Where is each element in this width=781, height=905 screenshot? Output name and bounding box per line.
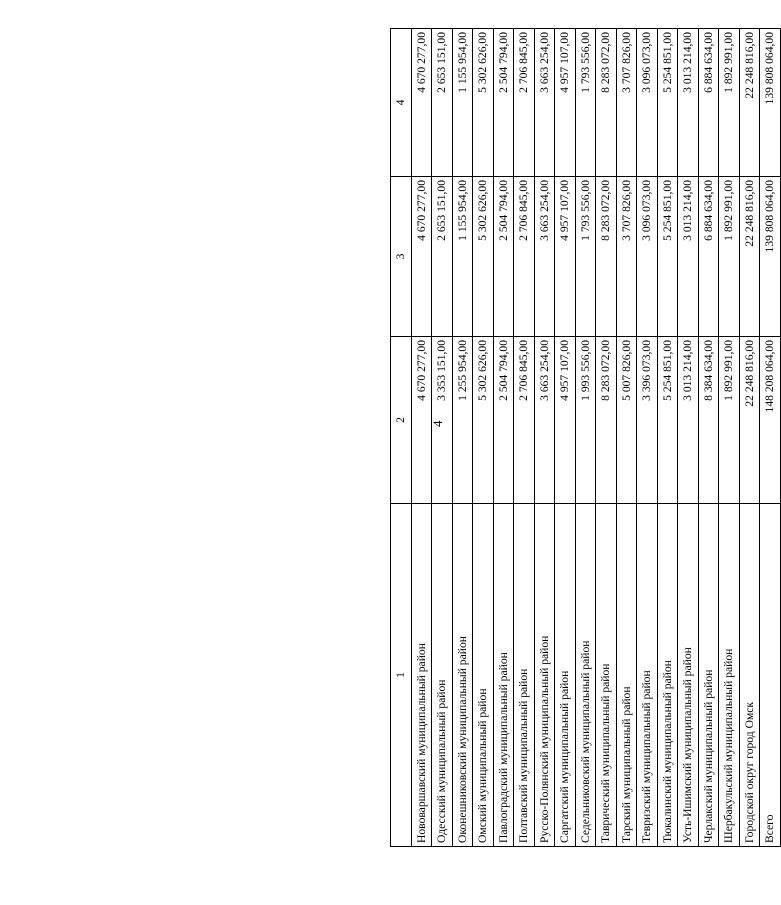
amount-cell: 3 096 073,00 <box>637 29 658 177</box>
amount-cell: 2 706 845,00 <box>514 177 535 337</box>
amount-cell: 3 096 073,00 <box>637 177 658 337</box>
amount-cell: 2 504 794,00 <box>493 337 514 504</box>
amount-cell: 5 254 851,00 <box>657 29 678 177</box>
amount-cell: 5 007 826,00 <box>616 337 637 504</box>
amount-cell: 3 013 214,00 <box>678 337 699 504</box>
amount-cell: 2 706 845,00 <box>514 337 535 504</box>
table-total-row <box>760 29 781 847</box>
header-cell: 4 <box>391 29 412 177</box>
amount-cell: 1 155 954,00 <box>452 29 473 177</box>
amount-cell: 2 653 151,00 <box>432 177 453 337</box>
table-row <box>657 29 678 847</box>
amount-cell: 8 283 072,00 <box>596 337 617 504</box>
table-row <box>473 29 494 847</box>
amount-cell: 22 248 816,00 <box>739 337 760 504</box>
page-number: 4 <box>430 420 445 427</box>
district-name-cell: Оконешниковский муниципальный район <box>452 504 473 847</box>
amount-cell: 2 504 794,00 <box>493 177 514 337</box>
table-row <box>678 29 699 847</box>
amount-cell: 3 663 254,00 <box>534 337 555 504</box>
header-cell: 2 <box>391 337 412 504</box>
district-name-cell: Усть-Ишимский муниципальный район <box>678 504 699 847</box>
amount-cell: 3 663 254,00 <box>534 29 555 177</box>
district-name-cell: Одесский муниципальный район <box>432 504 453 847</box>
table-row <box>432 29 453 847</box>
amount-cell: 5 302 626,00 <box>473 29 494 177</box>
amount-cell: 2 504 794,00 <box>493 29 514 177</box>
amount-cell: 22 248 816,00 <box>739 29 760 177</box>
table-row <box>739 29 760 847</box>
amount-cell: 139 808 064,00 <box>760 177 781 337</box>
amount-cell: 5 302 626,00 <box>473 177 494 337</box>
header-cell: 3 <box>391 177 412 337</box>
amount-cell: 1 793 556,00 <box>575 177 596 337</box>
district-name-cell: Саргатский муниципальный район <box>555 504 576 847</box>
amount-cell: 1 993 556,00 <box>575 337 596 504</box>
table-row <box>596 29 617 847</box>
amount-cell: 3 013 214,00 <box>678 29 699 177</box>
amount-cell: 4 670 277,00 <box>411 337 432 504</box>
district-name-cell: Городской округ город Омск <box>739 504 760 847</box>
district-name-cell: Нововаршавский муниципальный район <box>411 504 432 847</box>
amount-cell: 5 254 851,00 <box>657 337 678 504</box>
district-name-cell: Русско-Полянский муниципальный район <box>534 504 555 847</box>
amount-cell: 8 283 072,00 <box>596 177 617 337</box>
amount-cell: 2 706 845,00 <box>514 29 535 177</box>
amount-cell: 4 670 277,00 <box>411 29 432 177</box>
district-name-cell: Тюкалинский муниципальный район <box>657 504 678 847</box>
amount-cell: 4 670 277,00 <box>411 177 432 337</box>
amount-cell: 1 255 954,00 <box>452 337 473 504</box>
amount-cell: 6 884 634,00 <box>698 29 719 177</box>
table-row <box>493 29 514 847</box>
amount-cell: 3 707 826,00 <box>616 29 637 177</box>
table-row <box>452 29 473 847</box>
amount-cell: 3 663 254,00 <box>534 177 555 337</box>
amount-cell: 8 283 072,00 <box>596 29 617 177</box>
table-header-row <box>391 29 412 847</box>
amount-cell: 1 793 556,00 <box>575 29 596 177</box>
table-row <box>411 29 432 847</box>
table-row <box>698 29 719 847</box>
amount-cell: 1 892 991,00 <box>719 29 740 177</box>
amount-cell: 139 808 064,00 <box>760 29 781 177</box>
table-row <box>534 29 555 847</box>
table-row <box>719 29 740 847</box>
amount-cell: 4 957 107,00 <box>555 337 576 504</box>
district-name-cell: Тевризский муниципальный район <box>637 504 658 847</box>
table-body <box>391 29 781 847</box>
amount-cell: 2 653 151,00 <box>432 29 453 177</box>
table-row <box>637 29 658 847</box>
amount-cell: 1 155 954,00 <box>452 177 473 337</box>
table-row <box>555 29 576 847</box>
district-name-cell: Омский муниципальный район <box>473 504 494 847</box>
amount-cell: 3 353 151,00 <box>432 337 453 504</box>
district-name-cell: Черлакский муниципальный район <box>698 504 719 847</box>
district-name-cell: Седельниковский муниципальный район <box>575 504 596 847</box>
district-name-cell: Шербакульский муниципальный район <box>719 504 740 847</box>
district-name-cell: Таврический муниципальный район <box>596 504 617 847</box>
amount-cell: 1 892 991,00 <box>719 337 740 504</box>
district-name-cell: Всего <box>760 504 781 847</box>
amount-cell: 148 208 064,00 <box>760 337 781 504</box>
budget-table <box>390 28 781 847</box>
table-row <box>514 29 535 847</box>
district-name-cell: Павлоградский муниципальный район <box>493 504 514 847</box>
district-name-cell: Полтавский муниципальный район <box>514 504 535 847</box>
table-row <box>575 29 596 847</box>
header-cell: 1 <box>391 504 412 847</box>
amount-cell: 6 884 634,00 <box>698 177 719 337</box>
table-row <box>616 29 637 847</box>
amount-cell: 4 957 107,00 <box>555 29 576 177</box>
amount-cell: 3 707 826,00 <box>616 177 637 337</box>
amount-cell: 5 254 851,00 <box>657 177 678 337</box>
amount-cell: 4 957 107,00 <box>555 177 576 337</box>
amount-cell: 1 892 991,00 <box>719 177 740 337</box>
amount-cell: 3 013 214,00 <box>678 177 699 337</box>
amount-cell: 3 396 073,00 <box>637 337 658 504</box>
amount-cell: 22 248 816,00 <box>739 177 760 337</box>
district-name-cell: Тарский муниципальный район <box>616 504 637 847</box>
amount-cell: 5 302 626,00 <box>473 337 494 504</box>
amount-cell: 8 384 634,00 <box>698 337 719 504</box>
